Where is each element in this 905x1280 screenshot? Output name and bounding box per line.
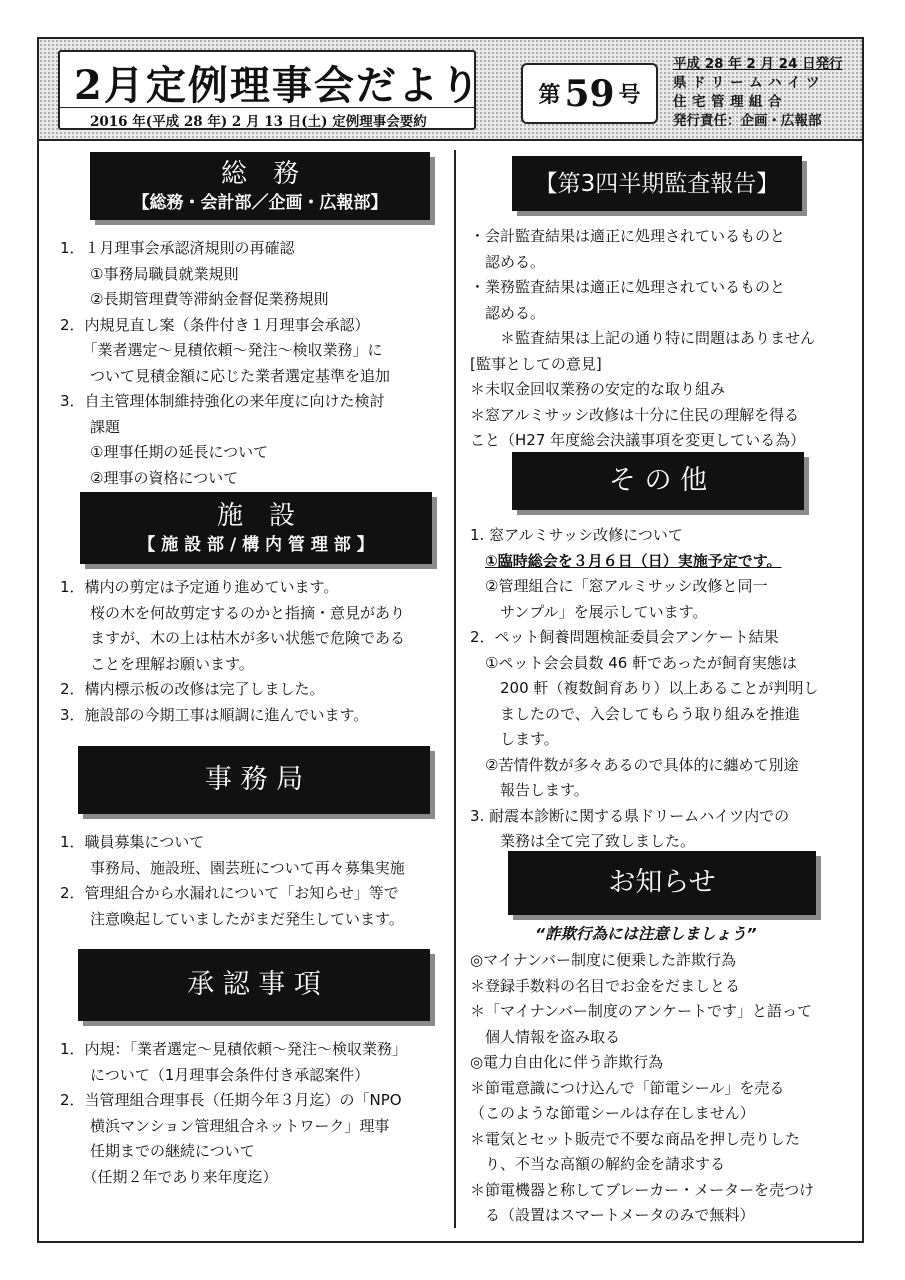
org-name-line2: 住宅管理組合 <box>673 94 787 110</box>
list-item: ①ペット会会員数 46 軒であったが飼育実態は <box>470 653 797 672</box>
list-item: 3．自主管理体制維持強化の来年度に向けた検討 <box>60 392 385 410</box>
shisetsu-items <box>60 575 405 728</box>
list-item: します。 <box>470 730 559 748</box>
issue-number: 59 <box>564 72 615 115</box>
list-item: ＊「マイナンバー制度のアンケートです」と語って <box>470 1002 813 1020</box>
kansa-items <box>470 224 815 454</box>
publish-date: 平成 28 年 2 月 24 日発行 <box>673 56 843 72</box>
list-item: ＊節電機器と称してブレーカー・メーターを売つけ <box>470 1180 815 1199</box>
list-item: 事務局、施設班、園芸班について再々募集実施 <box>60 858 405 877</box>
section-heading-jimukyoku <box>78 746 430 814</box>
heading-title: 承 認 事 項 <box>187 969 321 1000</box>
list-item: 2．ペット飼養問題検証委員会アンケート結果 <box>470 628 779 646</box>
heading-subtitle: 【総務・会計部／企画・広報部】 <box>132 193 388 213</box>
list-item: [監事としての意見] <box>470 354 602 373</box>
section-heading-sonota <box>512 452 804 510</box>
org-name-line1: 県ドリームハイツ <box>673 75 825 91</box>
list-item: 3. 耐震本診断に関する県ドリームハイツ内での <box>470 806 790 825</box>
heading-title: 施設 <box>216 501 321 531</box>
title-rule <box>60 107 474 108</box>
section-heading-shounin <box>78 949 430 1021</box>
oshirase-items <box>470 948 814 1229</box>
section-heading-shisetsu <box>80 492 432 564</box>
list-item: 1．職員募集について <box>60 833 205 851</box>
list-item: ついて見積金額に応じた業者選定基準を追加 <box>60 366 391 385</box>
list-item: 2．管理組合から水漏れについて「お知らせ」等で <box>60 884 399 902</box>
list-item: 横浜マンション管理組合ネットワーク」理事 <box>60 1116 390 1135</box>
list-item: 2．構内標示板の改修は完了しました。 <box>60 680 325 698</box>
jimukyoku-items <box>60 830 405 932</box>
list-item: 桜の木を何故剪定するのかと指摘・意見があり <box>60 603 406 622</box>
list-item: 注意喚起していましたがまだ発生しています。 <box>60 909 404 928</box>
publisher-info <box>673 55 848 131</box>
list-item: について（1月理事会条件付き承認案件） <box>60 1065 370 1084</box>
list-item: り、不当な高額の解約金を請求する <box>470 1155 726 1173</box>
list-item: 任期までの継続について <box>60 1142 255 1160</box>
list-item: ①事務局職員就業規則 <box>60 264 239 283</box>
list-item: サンプル」を展示しています。 <box>470 602 708 621</box>
list-item: ・業務監査結果は適正に処理されているものと <box>470 278 786 296</box>
list-item: ①理事任期の延長について <box>60 443 269 461</box>
issue-prefix: 第 <box>538 82 561 108</box>
list-item: ましたので、入会してもらう取り組みを推進 <box>470 704 800 723</box>
list-item: 認める。 <box>470 252 546 271</box>
list-item: 認める。 <box>470 303 546 322</box>
issue-suffix: 号 <box>618 82 641 108</box>
heading-title: 事 務 局 <box>204 764 304 795</box>
list-item: ＊窓アルミサッシ改修は十分に住民の理解を得る <box>470 405 800 424</box>
caption-fraud-warning: “詐欺行為には注意しましょう” <box>535 925 757 943</box>
list-item: ②苦情件数が多々あるので具体的に纏めて別途 <box>470 755 799 774</box>
list-item: （このような節電シールは存在しません） <box>470 1104 755 1122</box>
list-item: ますが、木の上は枯木が多い状態で危険である <box>60 629 406 647</box>
highlight-notice: ①臨時総会を３月６日（日）実施予定です。 <box>485 551 782 570</box>
list-item: 2．当管理組合理事長（任期今年３月迄）の「NPO <box>60 1091 402 1109</box>
title-box <box>58 50 482 130</box>
list-item: 業務は全て完了致しました。 <box>470 832 696 850</box>
list-item: 1．１月理事会承認済規則の再確認 <box>60 239 295 257</box>
list-item: ・会計監査結果は適正に処理されているものと <box>470 227 786 245</box>
sonota-items <box>470 523 818 855</box>
list-item: ＊節電意識につけ込んで「節電シール」を売る <box>470 1078 785 1097</box>
list-item: ②長期管理費等滞納金督促業務規則 <box>60 290 329 308</box>
shounin-items <box>60 1037 407 1190</box>
column-divider <box>454 150 456 1228</box>
soumu-items <box>60 236 390 491</box>
issue-number-box <box>521 63 658 124</box>
heading-subtitle: 【 施 設 部 / 構 内 管 理 部 】 <box>138 535 374 555</box>
list-item: ＊未収金回収業務の安定的な取り組み <box>470 380 726 398</box>
list-item: こと（H27 年度総会決議事項を変更している為） <box>470 431 806 449</box>
list-item: （任期２年であり来年度迄） <box>60 1167 278 1186</box>
newsletter-title: 2月定例理事会だより <box>74 62 482 109</box>
heading-title: 【第3四半期監査報告】 <box>534 170 780 197</box>
list-item: 個人情報を盗み取る <box>470 1027 621 1046</box>
list-item: ＊監査結果は上記の通り特に問題はありません <box>470 329 816 347</box>
heading-title: 総務 <box>220 159 325 189</box>
list-item: 1．内規：「業者選定～見積依頼～発注～検収業務」 <box>60 1040 408 1058</box>
responsible-dept: 発行責任：企画・広報部 <box>673 113 822 129</box>
list-item: ②管理組合に「窓アルミサッシ改修と同一 <box>470 577 768 595</box>
section-heading-kansa <box>512 156 802 211</box>
list-item: 2．内規見直し案（条件付き１月理事会承認） <box>60 315 370 334</box>
section-heading-soumu <box>90 152 430 220</box>
list-item: 200 軒（複数飼育あり）以上あることが判明し <box>470 679 819 697</box>
list-item: ＊電気とセット販売で不要な商品を押し売りした <box>470 1129 801 1148</box>
list-item: ②理事の資格について <box>60 468 239 487</box>
heading-title: そ の 他 <box>608 465 708 496</box>
meeting-date: 2016 年(平成 28 年) 2 月 13 日(土) 定例理事会要約 <box>90 114 427 130</box>
list-item: ことを理解お願います。 <box>60 654 254 673</box>
list-item: 報告します。 <box>470 781 589 799</box>
section-heading-oshirase <box>508 851 816 915</box>
heading-title: お知らせ <box>608 867 716 898</box>
list-item: 課題 <box>60 417 121 436</box>
list-item: ＊登録手数料の名目でお金をだましとる <box>470 976 741 995</box>
list-item: 3．施設部の今期工事は順調に進んでいます。 <box>60 705 369 724</box>
list-item: 「業者選定～見積依頼～発注～検収業務」に <box>60 341 383 359</box>
list-item: ◎電力自由化に伴う詐欺行為 <box>470 1053 664 1071</box>
list-item: ◎マイナンバー制度に便乗した詐欺行為 <box>470 951 736 969</box>
list-item: る（設置はスマートメータのみで無料） <box>470 1206 755 1224</box>
list-item: 1．構内の剪定は予定通り進めています。 <box>60 578 339 596</box>
list-item: 1. 窓アルミサッシ改修について <box>470 526 683 544</box>
